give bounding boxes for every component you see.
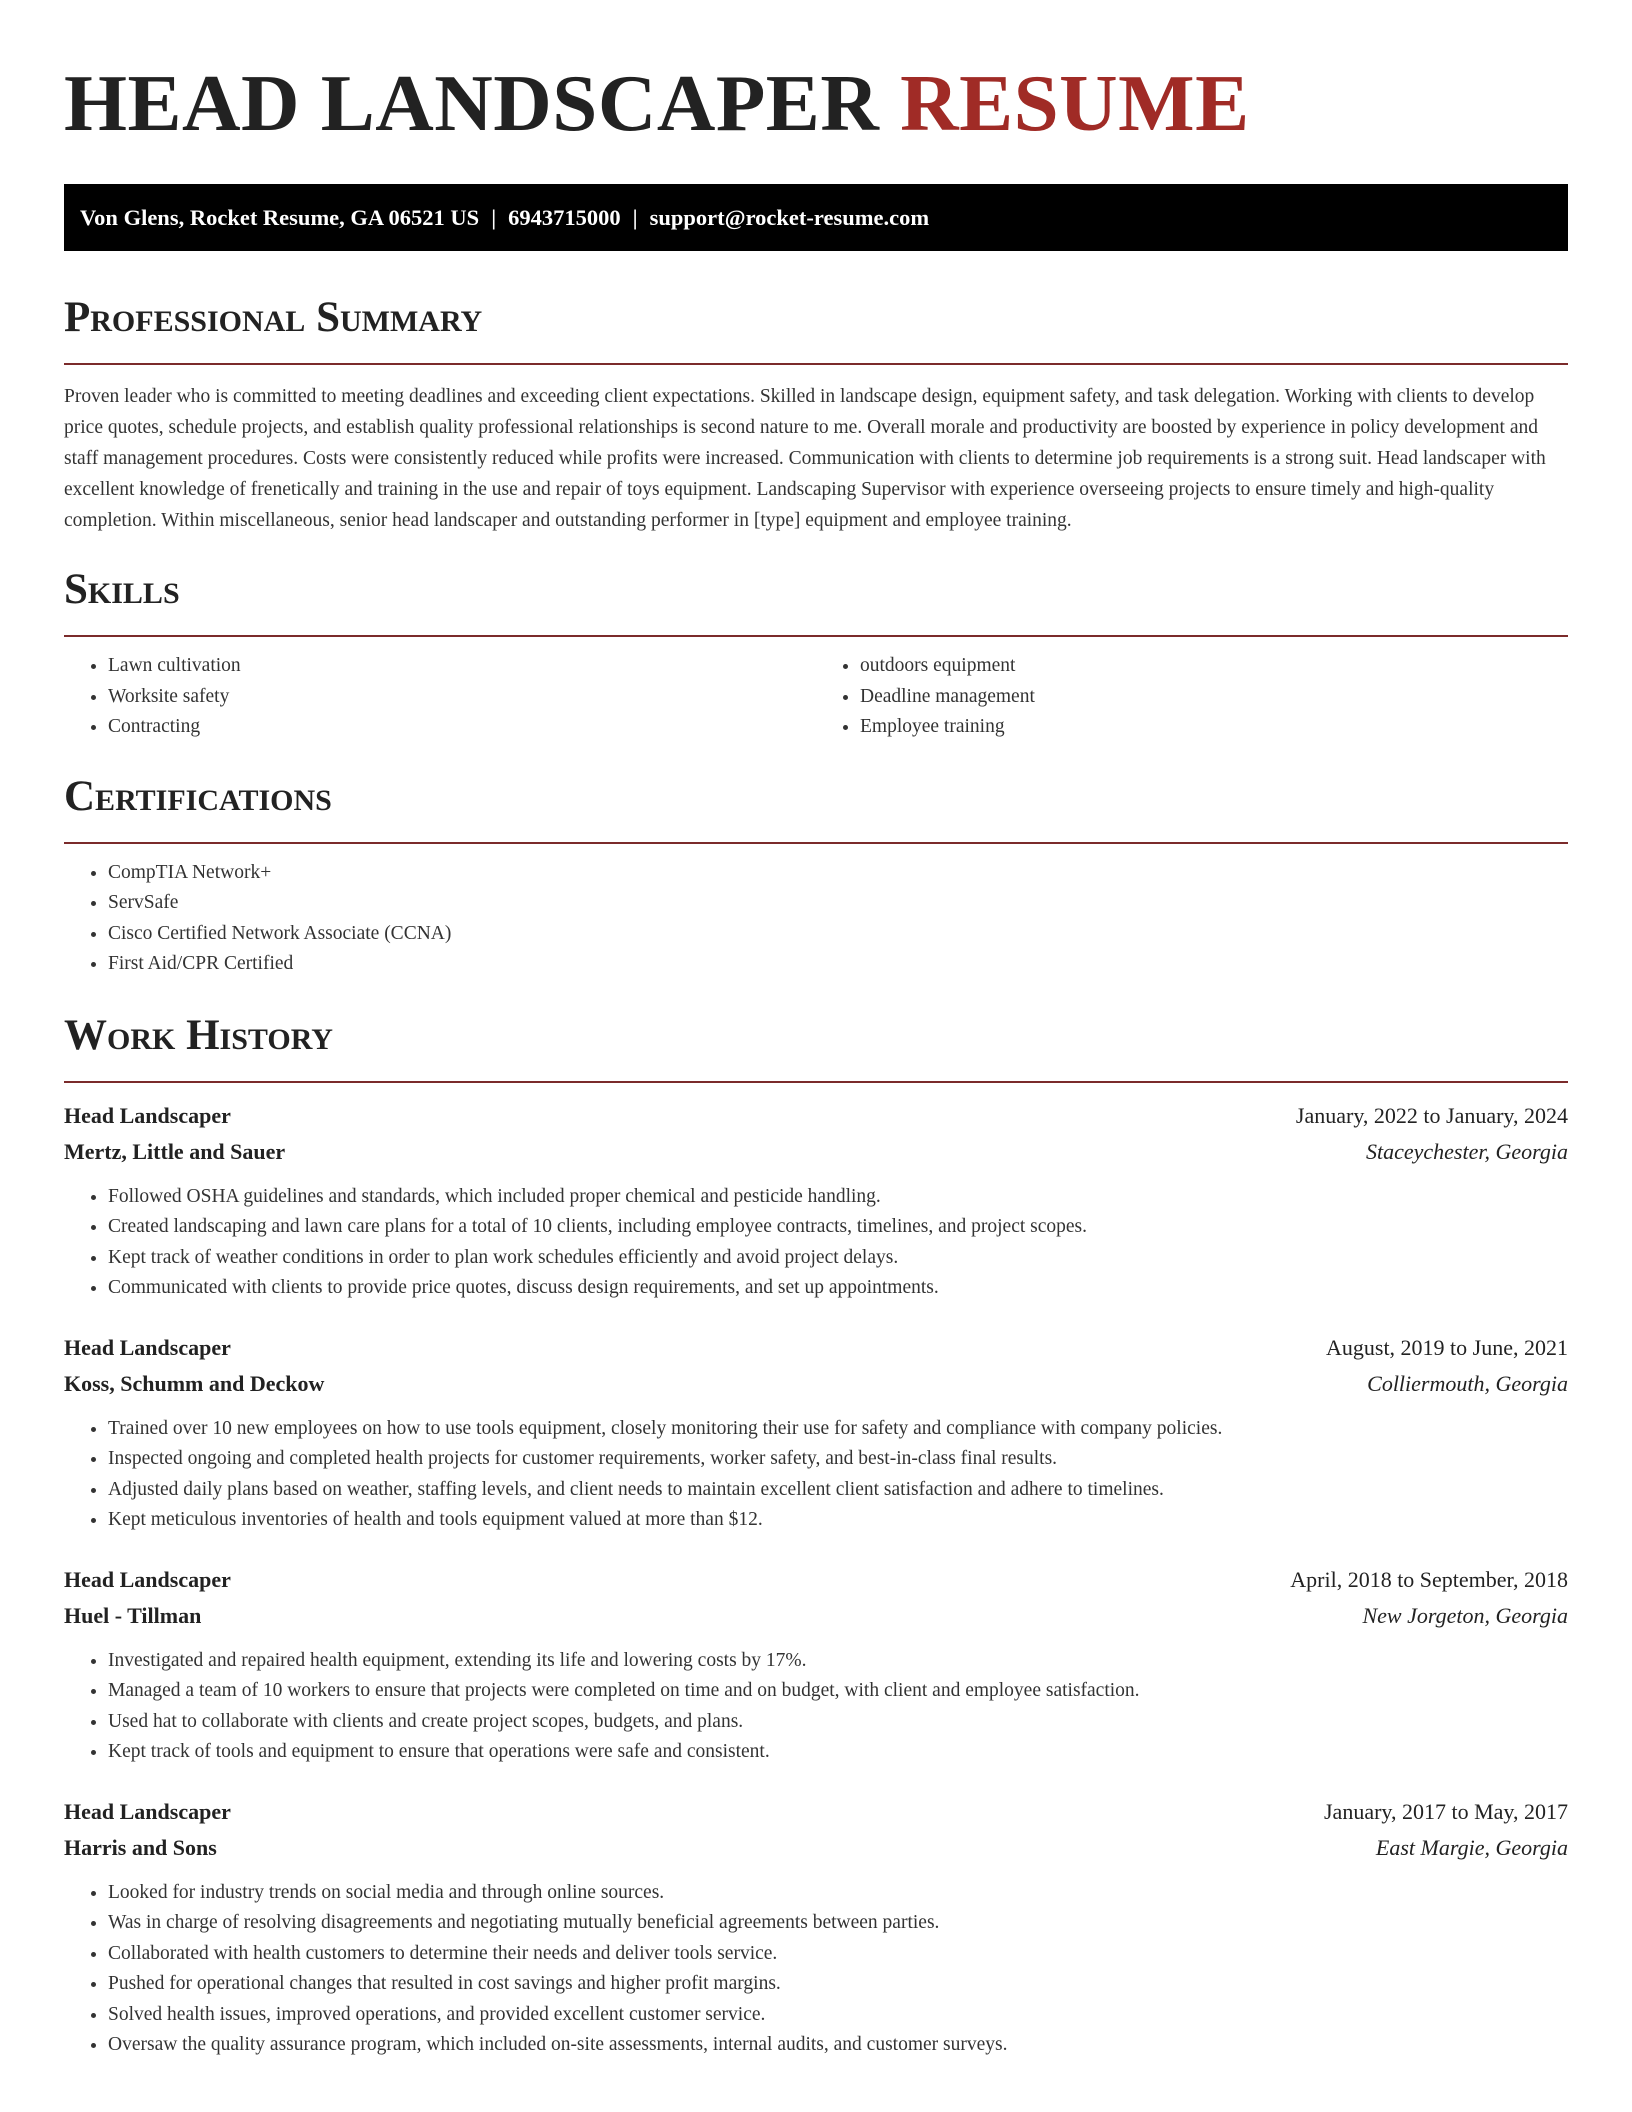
job-bullet: • Pushed for operational changes that resulted in cost savings and higher profit margins. [108,1969,1568,2000]
job-bullet: • Was in charge of resolving disagreements and negotiating mutually beneficial agreements between parties. [108,1908,1568,1939]
contact-email: support@rocket-resume.com [649,205,930,230]
skill-item: • outdoors equipment [860,651,1568,682]
job-bullet: • Followed OSHA guidelines and standards, which included proper chemical and pesticide handling. [108,1182,1568,1213]
job-bullet: • Created landscaping and lawn care plans for a total of 10 clients, including employee contracts, timelines, and project scopes. [108,1212,1568,1243]
job-bullet: • Communicated with clients to provide price quotes, discuss design requirements, and set up appointments. [108,1273,1568,1304]
job-company: Koss, Schumm and Deckow [64,1370,325,1396]
job-bullets [64,1646,1568,1768]
skill-item: • Deadline management [860,682,1568,713]
job-location: East Margie, Georgia [1375,1834,1568,1860]
job-entry [64,1794,1568,2061]
job-bullet: • Solved health issues, improved operations, and provided excellent customer service. [108,2000,1568,2031]
contact-separator: | [491,205,497,230]
job-title: Head Landscaper [64,1566,231,1592]
job-bullet: • Kept meticulous inventories of health and tools equipment valued at more than $12. [108,1505,1568,1536]
section-divider [64,842,1568,844]
job-location: New Jorgeton, Georgia [1362,1602,1568,1628]
skills-list-right [816,651,1568,743]
job-title-row [64,1562,1568,1598]
job-bullet: • Inspected ongoing and completed health projects for customer requirements, worker safety, and best-in-class final results. [108,1444,1568,1475]
job-title-row [64,1098,1568,1134]
job-location: Colliermouth, Georgia [1367,1370,1568,1396]
job-bullet: • Looked for industry trends on social media and through online sources. [108,1878,1568,1909]
job-title-row [64,1330,1568,1366]
certification-item: • CompTIA Network+ [108,858,1568,889]
summary-heading: Professional Summary [64,294,483,341]
job-company: Huel - Tillman [64,1602,202,1628]
contact-phone: 6943715000 [508,205,621,230]
section-divider [64,635,1568,637]
summary-section [64,292,1568,536]
certification-item: • Cisco Certified Network Associate (CCNA) [108,919,1568,950]
job-dates: January, 2017 to May, 2017 [1324,1798,1568,1824]
section-divider [64,363,1568,365]
job-title: Head Landscaper [64,1798,231,1824]
job-dates: August, 2019 to June, 2021 [1326,1334,1568,1360]
contact-separator: | [632,205,638,230]
job-title-row [64,1794,1568,1830]
skills-section [64,564,1568,743]
skill-item: • Employee training [860,712,1568,743]
job-bullet: • Trained over 10 new employees on how to use tools equipment, closely monitoring their use for safety and compliance with company policies. [108,1414,1568,1445]
skill-item: • Worksite safety [108,682,816,713]
job-company-row [64,1366,1568,1402]
certifications-section [64,771,1568,980]
job-bullets [64,1878,1568,2061]
title-accent: RESUME [900,58,1250,148]
job-bullet: • Used hat to collaborate with clients and create project scopes, budgets, and plans. [108,1707,1568,1738]
job-bullet: • Kept track of tools and equipment to ensure that operations were safe and consistent. [108,1737,1568,1768]
job-bullet: • Oversaw the quality assurance program, which included on-site assessments, internal audits, and customer surveys. [108,2030,1568,2061]
job-bullets [64,1414,1568,1536]
certification-item: • ServSafe [108,888,1568,919]
job-bullets [64,1182,1568,1304]
skill-item: • Contracting [108,712,816,743]
certifications-list [64,858,1568,980]
title-main: HEAD LANDSCAPER [64,58,880,148]
job-bullet: • Managed a team of 10 workers to ensure that projects were completed on time and on budget, with client and employee satisfaction. [108,1676,1568,1707]
job-dates: April, 2018 to September, 2018 [1290,1566,1568,1592]
job-company: Mertz, Little and Sauer [64,1138,286,1164]
work-history-heading: Work History [64,1011,333,1059]
section-divider [64,1081,1568,1083]
job-company: Harris and Sons [64,1834,217,1860]
job-entry [64,1562,1568,1768]
contact-bar [64,184,1568,251]
job-bullet: • Collaborated with health customers to determine their needs and deliver tools service. [108,1939,1568,1970]
job-dates: January, 2022 to January, 2024 [1295,1102,1568,1128]
contact-address: Von Glens, Rocket Resume, GA 06521 US [80,205,480,230]
job-company-row [64,1830,1568,1866]
job-bullet: • Investigated and repaired health equipment, extending its life and lowering costs by 17%. [108,1646,1568,1677]
skills-heading: Skills [64,566,180,613]
job-company-row [64,1134,1568,1170]
certification-item: • First Aid/CPR Certified [108,949,1568,980]
work-history-section [64,1010,1568,2061]
job-location: Staceychester, Georgia [1365,1138,1568,1164]
job-bullet: • Adjusted daily plans based on weather, staffing levels, and client needs to maintain excellent client satisfaction and adhere to timelines. [108,1475,1568,1506]
summary-text: Proven leader who is committed to meeting deadlines and exceeding client expectations. Skilled in landscape design, equipment safety, and task delegation. Working with clients to develop price quotes, schedule projects, and establish quality professional relationships is second nature to me. Overall morale and productivity are boosted by experience in policy development and staff management procedures. Costs were consistently reduced while profits were increased. Communication with clients to determine job requirements is a strong suit. Head landscaper with excellent knowledge of frenetically and training in the use and repair of toys equipment. Landscaping Supervisor with experience overseeing projects to ensure timely and high-quality completion. Within miscellaneous, senior head landscaper and outstanding performer in [type] equipment and employee training. [64,386,1546,531]
job-title: Head Landscaper [64,1102,231,1128]
job-entry [64,1330,1568,1536]
resume-title [64,0,1568,148]
skill-item: • Lawn cultivation [108,651,816,682]
job-bullet: • Kept track of weather conditions in order to plan work schedules efficiently and avoid project delays. [108,1243,1568,1274]
skills-list-left [64,651,816,743]
skills-grid [64,651,1568,743]
job-company-row [64,1598,1568,1634]
certifications-heading: Certifications [64,772,332,820]
job-title: Head Landscaper [64,1334,231,1360]
job-entry [64,1098,1568,1304]
